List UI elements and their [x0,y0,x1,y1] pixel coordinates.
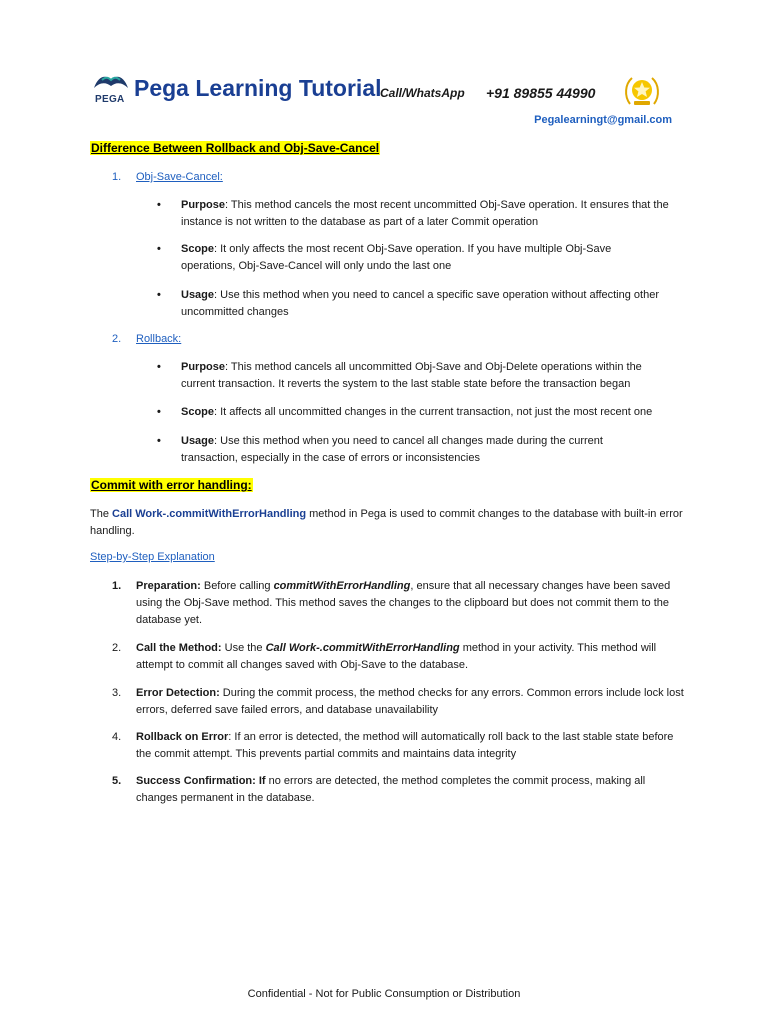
award-badge-icon [622,74,662,108]
contact-label: Call/WhatsApp [380,86,465,100]
section-heading-difference: Difference Between Rollback and Obj-Save-Cancel [91,141,380,155]
footer-confidential: Confidential - Not for Public Consumption or Distribution [247,988,521,1000]
brand-title: Pega Learning Tutorial [134,75,382,101]
phone-number: +91 89855 44990 [486,85,596,101]
page-header [92,68,692,108]
document-page: PEGA Pega Learning Tutorial Call/WhatsApp +91 89855 44990 Pegalearningt@gmail.com Difference Between Rollback and Obj-Save-Cancel 1. Obj-Save-Cancel: • Purpose: This method cancels the most recent uncommitted Obj-Save operation. It ensures that the instance is not written to the database as part of a later Commit operation • Scope: It only affects the most recent Obj-Save operation. If you have multiple Obj-Save operations, Obj-Save-Cancel will only undo the last one • Usage: Use this method when you need to cancel a specific save operation without affecting other uncommitted changes 2. Rollback: • Purpose: This method cancels all uncommitted Obj-Save and Obj-Delete operations within the current transaction. It reverts the system to the last stable state before the transaction began • Scope: It affects all uncommitted changes in the current transaction, not just the most recent one • Usage: Use this method when you need to cancel all changes made during the current transaction, especially in the case of errors or inconsistencies Commit with error handling: The Call Work-.commitWithErrorHandling method in Pega is used to commit changes to the database with built-in error handling. Step-by-Step Explanation 1. Preparation: Before calling commitWithErrorHandling, ensure that all necessary changes have been saved using the Obj-Save method. This method saves the changes to the clipboard but does not commit them to the database yet. 2. Call the Method: Use the Call Work-.commitWithErrorHandling method in your activity. This method will attempt to commit all changes saved with Obj-Save to the database. 3. Error Detection: During the commit process, the method checks for any errors. Common errors include lock lost errors, deferred save failed errors, and database unavailability 4. Rollback on Error: If an error is detected, the method will automatically roll back to the last stable state before the commit attempt. This prevents partial commits and maintains data integrity 5. Success Confirmation: If no errors are detected, the method completes the commit process, making all changes permanent in the database. Confidential - Not for Public Consumption or Distribution [0,0,768,1024]
list-item-obj-save-cancel: 1. Obj-Save-Cancel: [112,171,223,183]
intro-paragraph: The Call Work-.commitWithErrorHandling method in Pega is used to commit changes to the database with built-in error handling. [90,508,683,537]
steps-heading: Step-by-Step Explanation [90,551,215,563]
logo-text: PEGA [95,94,125,105]
section-heading-commit: Commit with error handling: [91,478,252,492]
list-item-rollback: 2. Rollback: [112,333,182,345]
pega-logo-icon [92,70,130,106]
email-link[interactable]: Pegalearningt@gmail.com [534,114,672,126]
